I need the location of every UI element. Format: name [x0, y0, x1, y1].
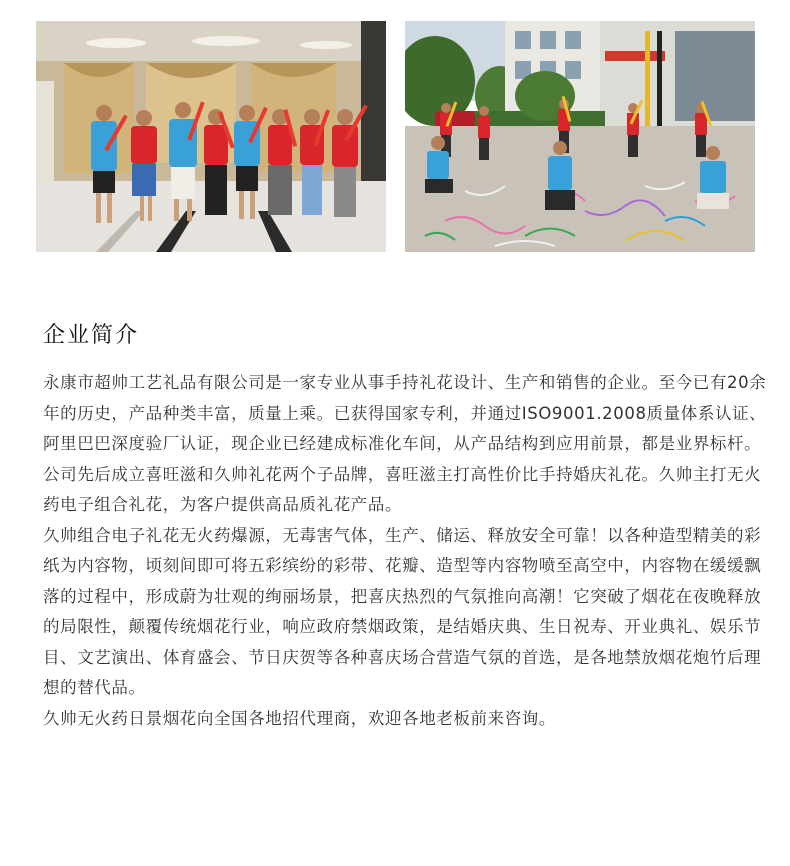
- intro-paragraph: 永康市超帅工艺礼品有限公司是一家专业从事手持礼花设计、生产和销售的企业。至今已有20余年的历史，产品种类丰富，质量上乘。已获得国家专利，并通过ISO9001.2008质量体系认证、阿里巴巴深度验厂认证，现企业已经建成标准化车间，从产品结构到应用前景，都是业界标杆。: [43, 373, 767, 453]
- team-photo-outdoor: [405, 21, 755, 252]
- company-intro-body: [43, 368, 773, 734]
- intro-paragraph: 公司先后成立喜旺滋和久帅礼花两个子品牌，喜旺滋主打高性价比手持婚庆礼花。久帅主打无火药电子组合礼花，为客户提供高品质礼花产品。: [43, 464, 762, 514]
- intro-paragraph: 久帅组合电子礼花无火药爆源，无毒害气体，生产、储运、释放安全可靠！以各种造型精美的彩纸为内容物，顷刻间即可将五彩缤纷的彩带、花瓣、造型等内容物喷至高空中，内容物在缓缓飘落的过程中，形成蔚为壮观的绚丽场景，把喜庆热烈的气氛推向高潮！它突破了烟花在夜晚释放的局限性，颠覆传统烟花行业，响应政府禁烟政策，是结婚庆典、生日祝寿、开业典礼、娱乐节目、文艺演出、体育盛会、节日庆贺等各种喜庆场合营造气氛的首选，是各地禁放烟花炮竹后理想的替代品。: [43, 525, 762, 697]
- section-title: 企业简介: [43, 323, 140, 349]
- team-photo-indoor: [36, 21, 386, 252]
- intro-paragraph: 久帅无火药日景烟花向全国各地招代理商，欢迎各地老板前来咨询。: [43, 708, 556, 728]
